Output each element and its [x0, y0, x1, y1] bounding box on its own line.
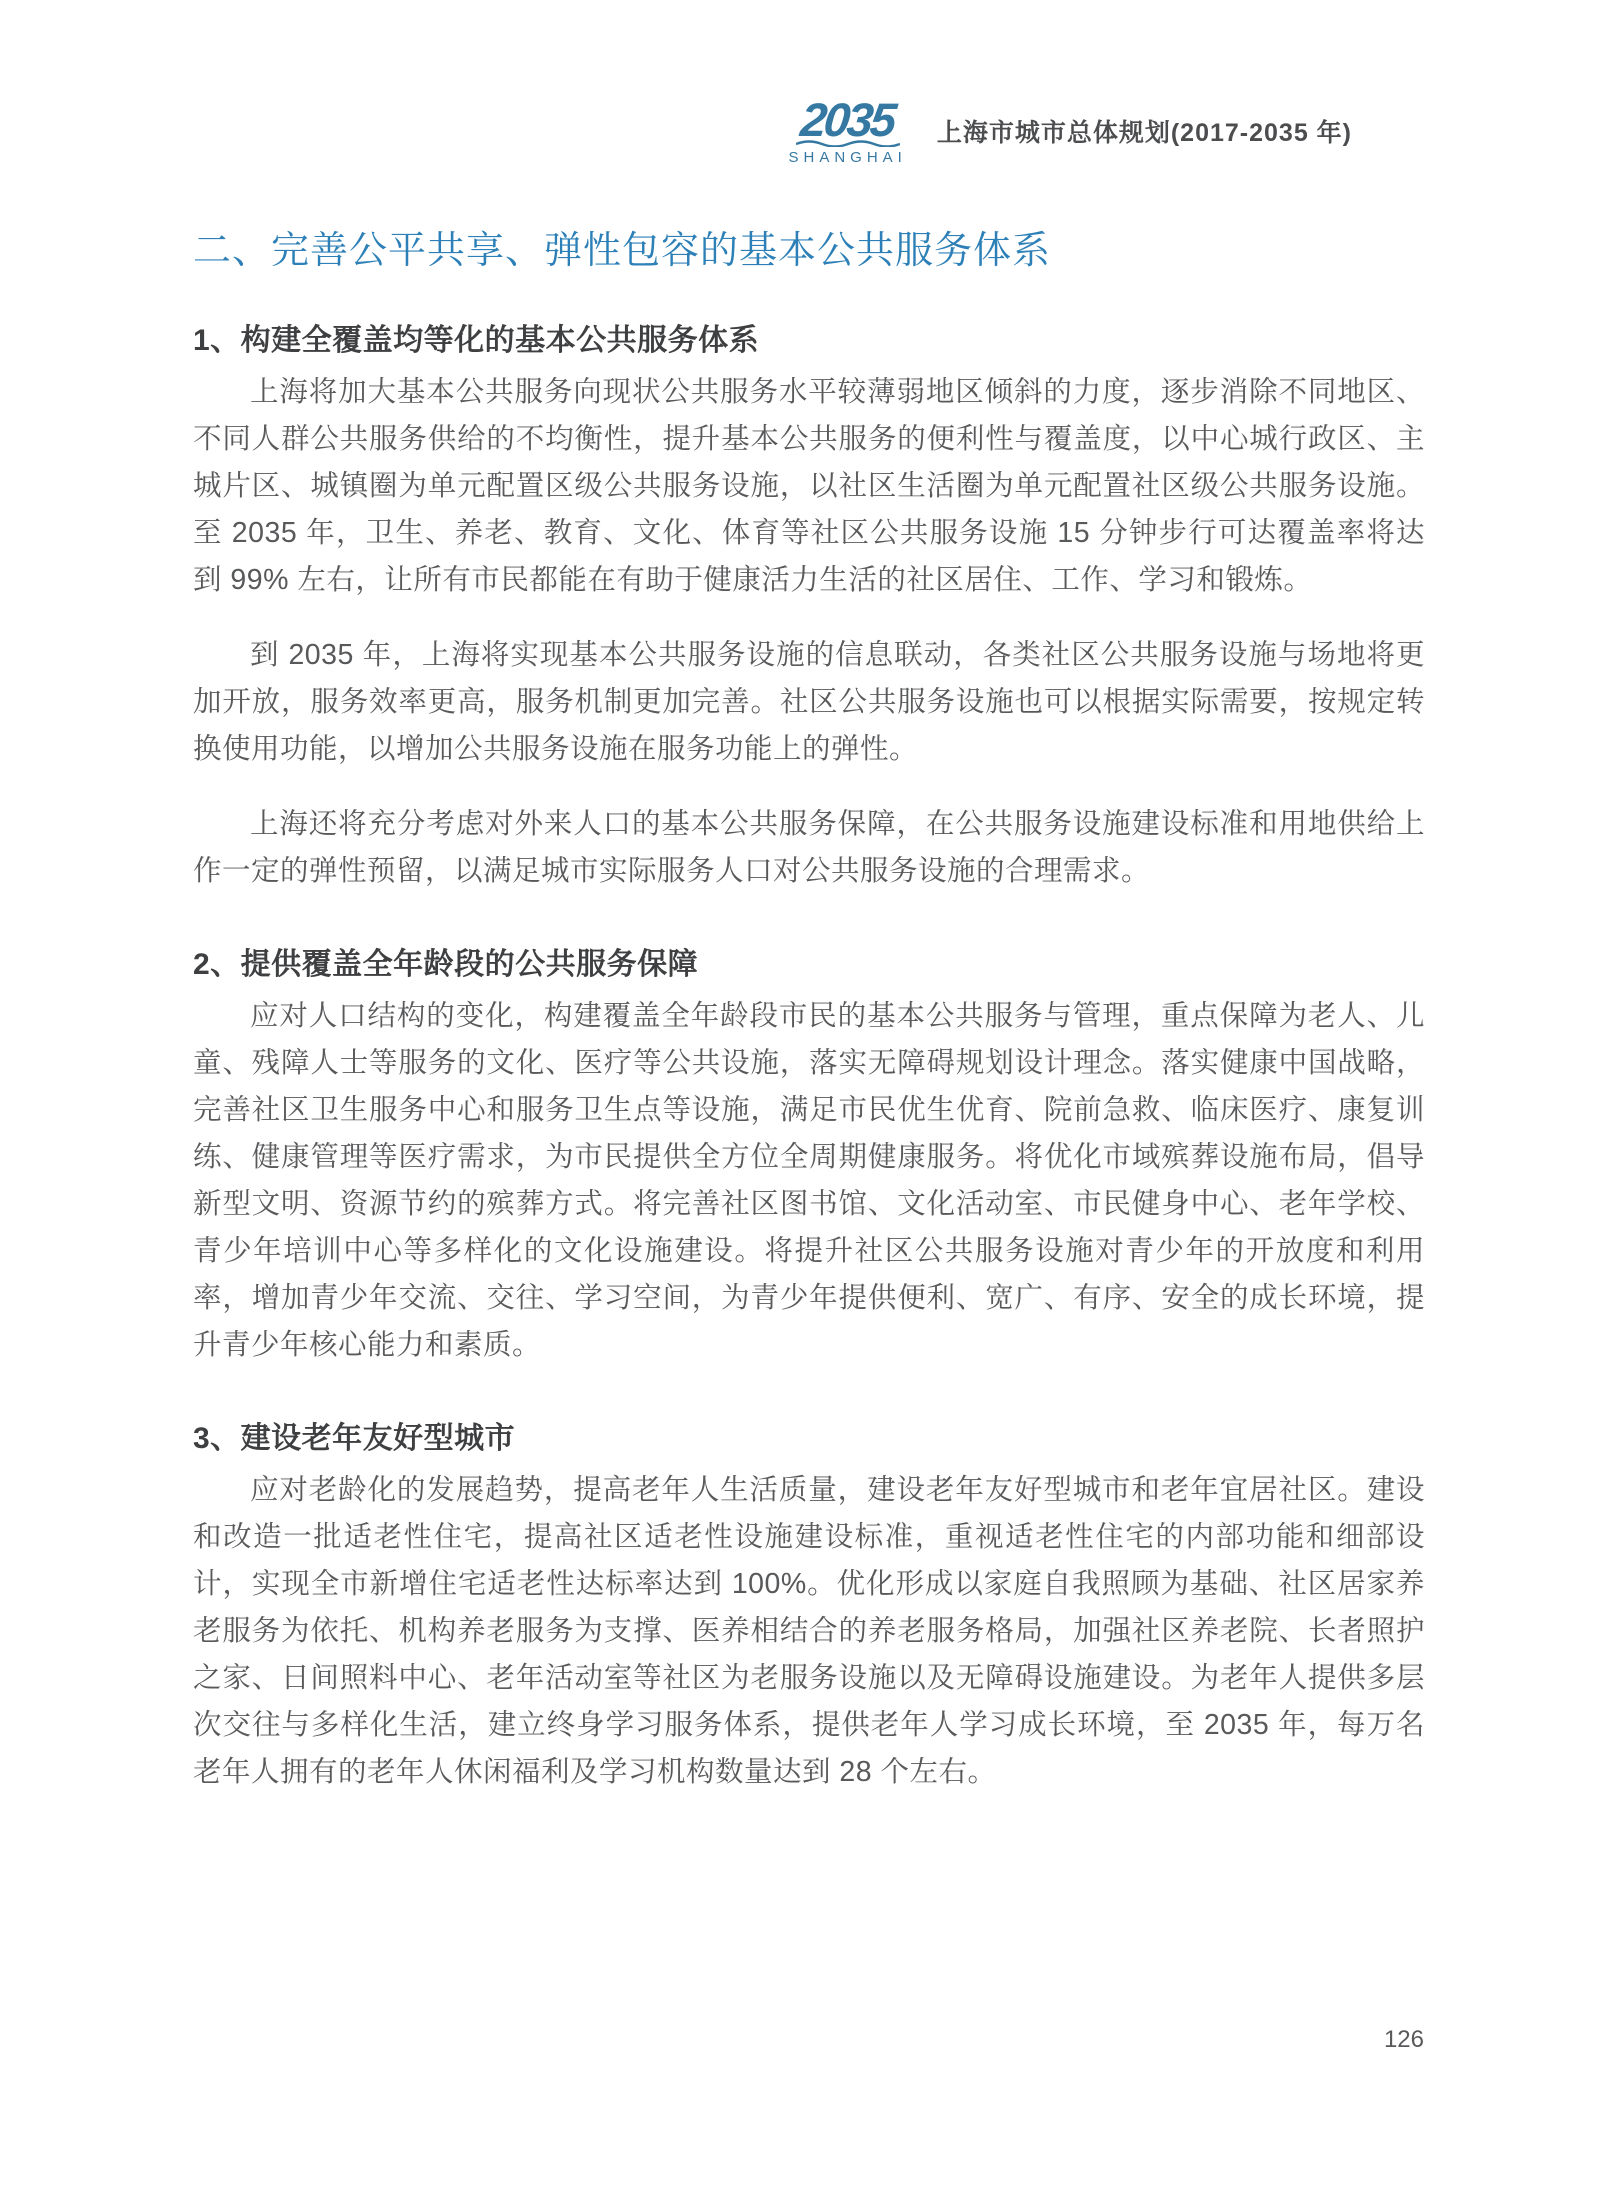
section-2-heading: 2、提供覆盖全年龄段的公共服务保障: [193, 947, 699, 981]
section-1-paragraph-3: 上海还将充分考虑对外来人口的基本公共服务保障，在公共服务设施建设标准和用地供给上作一定的弹性预留，以满足城市实际服务人口对公共服务设施的合理需求。: [193, 807, 1425, 887]
section-2: [193, 939, 1425, 1369]
section-3: [193, 1413, 1425, 1796]
logo-city-text: SHANGHAI: [788, 149, 907, 166]
content-area: [0, 315, 1614, 1796]
section-1-paragraph-1: 上海将加大基本公共服务向现状公共服务水平较薄弱地区倾斜的力度，逐步消除不同地区、不同人群公共服务供给的不均衡性，提升基本公共服务的便利性与覆盖度，以中心城行政区、主城片区、城镇圈为单元配置区级公共服务设施，以社区生活圈为单元配置社区级公共服务设施。至 2035 年，卫生、养老、教育、文化、体育等社区公共服务设施 15 分钟步行可达覆盖率将达到 99% 左右，让所有市民都能在有助于健康活力生活的社区居住、工作、学习和锻炼。: [193, 375, 1425, 596]
shanghai-2035-logo: [788, 93, 907, 166]
section-1-paragraph-2: 到 2035 年，上海将实现基本公共服务设施的信息联动，各类社区公共服务设施与场地将更加开放，服务效率更高，服务机制更加完善。社区公共服务设施也可以根据实际需要，按规定转换使用功能，以增加公共服务设施在服务功能上的弹性。: [193, 638, 1425, 765]
logo-year-text: 2035: [798, 93, 897, 146]
section-3-paragraph-1: 应对老龄化的发展趋势，提高老年人生活质量，建设老年友好型城市和老年宜居社区。建设和改造一批适老性住宅，提高社区适老性设施建设标准，重视适老性住宅的内部功能和细部设计，实现全市新增住宅适老性达标率达到 100%。优化形成以家庭自我照顾为基础、社区居家养老服务为依托、机构养老服务为支撑、医养相结合的养老服务格局，加强社区养老院、长者照护之家、日间照料中心、老年活动室等社区为老服务设施以及无障碍设施建设。为老年人提供多层次交往与多样化生活，建立终身学习服务体系，提供老年人学习成长环境，至 2035 年，每万名老年人拥有的老年人休闲福利及学习机构数量达到 28 个左右。: [193, 1473, 1425, 1788]
document-title: 上海市城市总体规划(2017-2035 年): [936, 118, 1352, 147]
chapter-title: 二、完善公平共享、弹性包容的基本公共服务体系: [193, 230, 1052, 272]
section-3-heading: 3、建设老年友好型城市: [193, 1421, 516, 1455]
section-2-paragraph-1: 应对人口结构的变化，构建覆盖全年龄段市民的基本公共服务与管理，重点保障为老人、儿童、残障人士等服务的文化、医疗等公共设施，落实无障碍规划设计理念。落实健康中国战略，完善社区卫生服务中心和服务卫生点等设施，满足市民优生优育、院前急救、临床医疗、康复训练、健康管理等医疗需求，为市民提供全方位全周期健康服务。将优化市域殡葬设施布局，倡导新型文明、资源节约的殡葬方式。将完善社区图书馆、文化活动室、市民健身中心、老年学校、青少年培训中心等多样化的文化设施建设。将提升社区公共服务设施对青少年的开放度和利用率，增加青少年交流、交往、学习空间，为青少年提供便利、宽广、有序、安全的成长环境，提升青少年核心能力和素质。: [193, 999, 1425, 1361]
page-number: 126: [1383, 2026, 1424, 2053]
page-header: [0, 0, 1614, 165]
section-1-heading: 1、构建全覆盖均等化的基本公共服务体系: [193, 323, 760, 357]
section-1: [193, 315, 1425, 895]
